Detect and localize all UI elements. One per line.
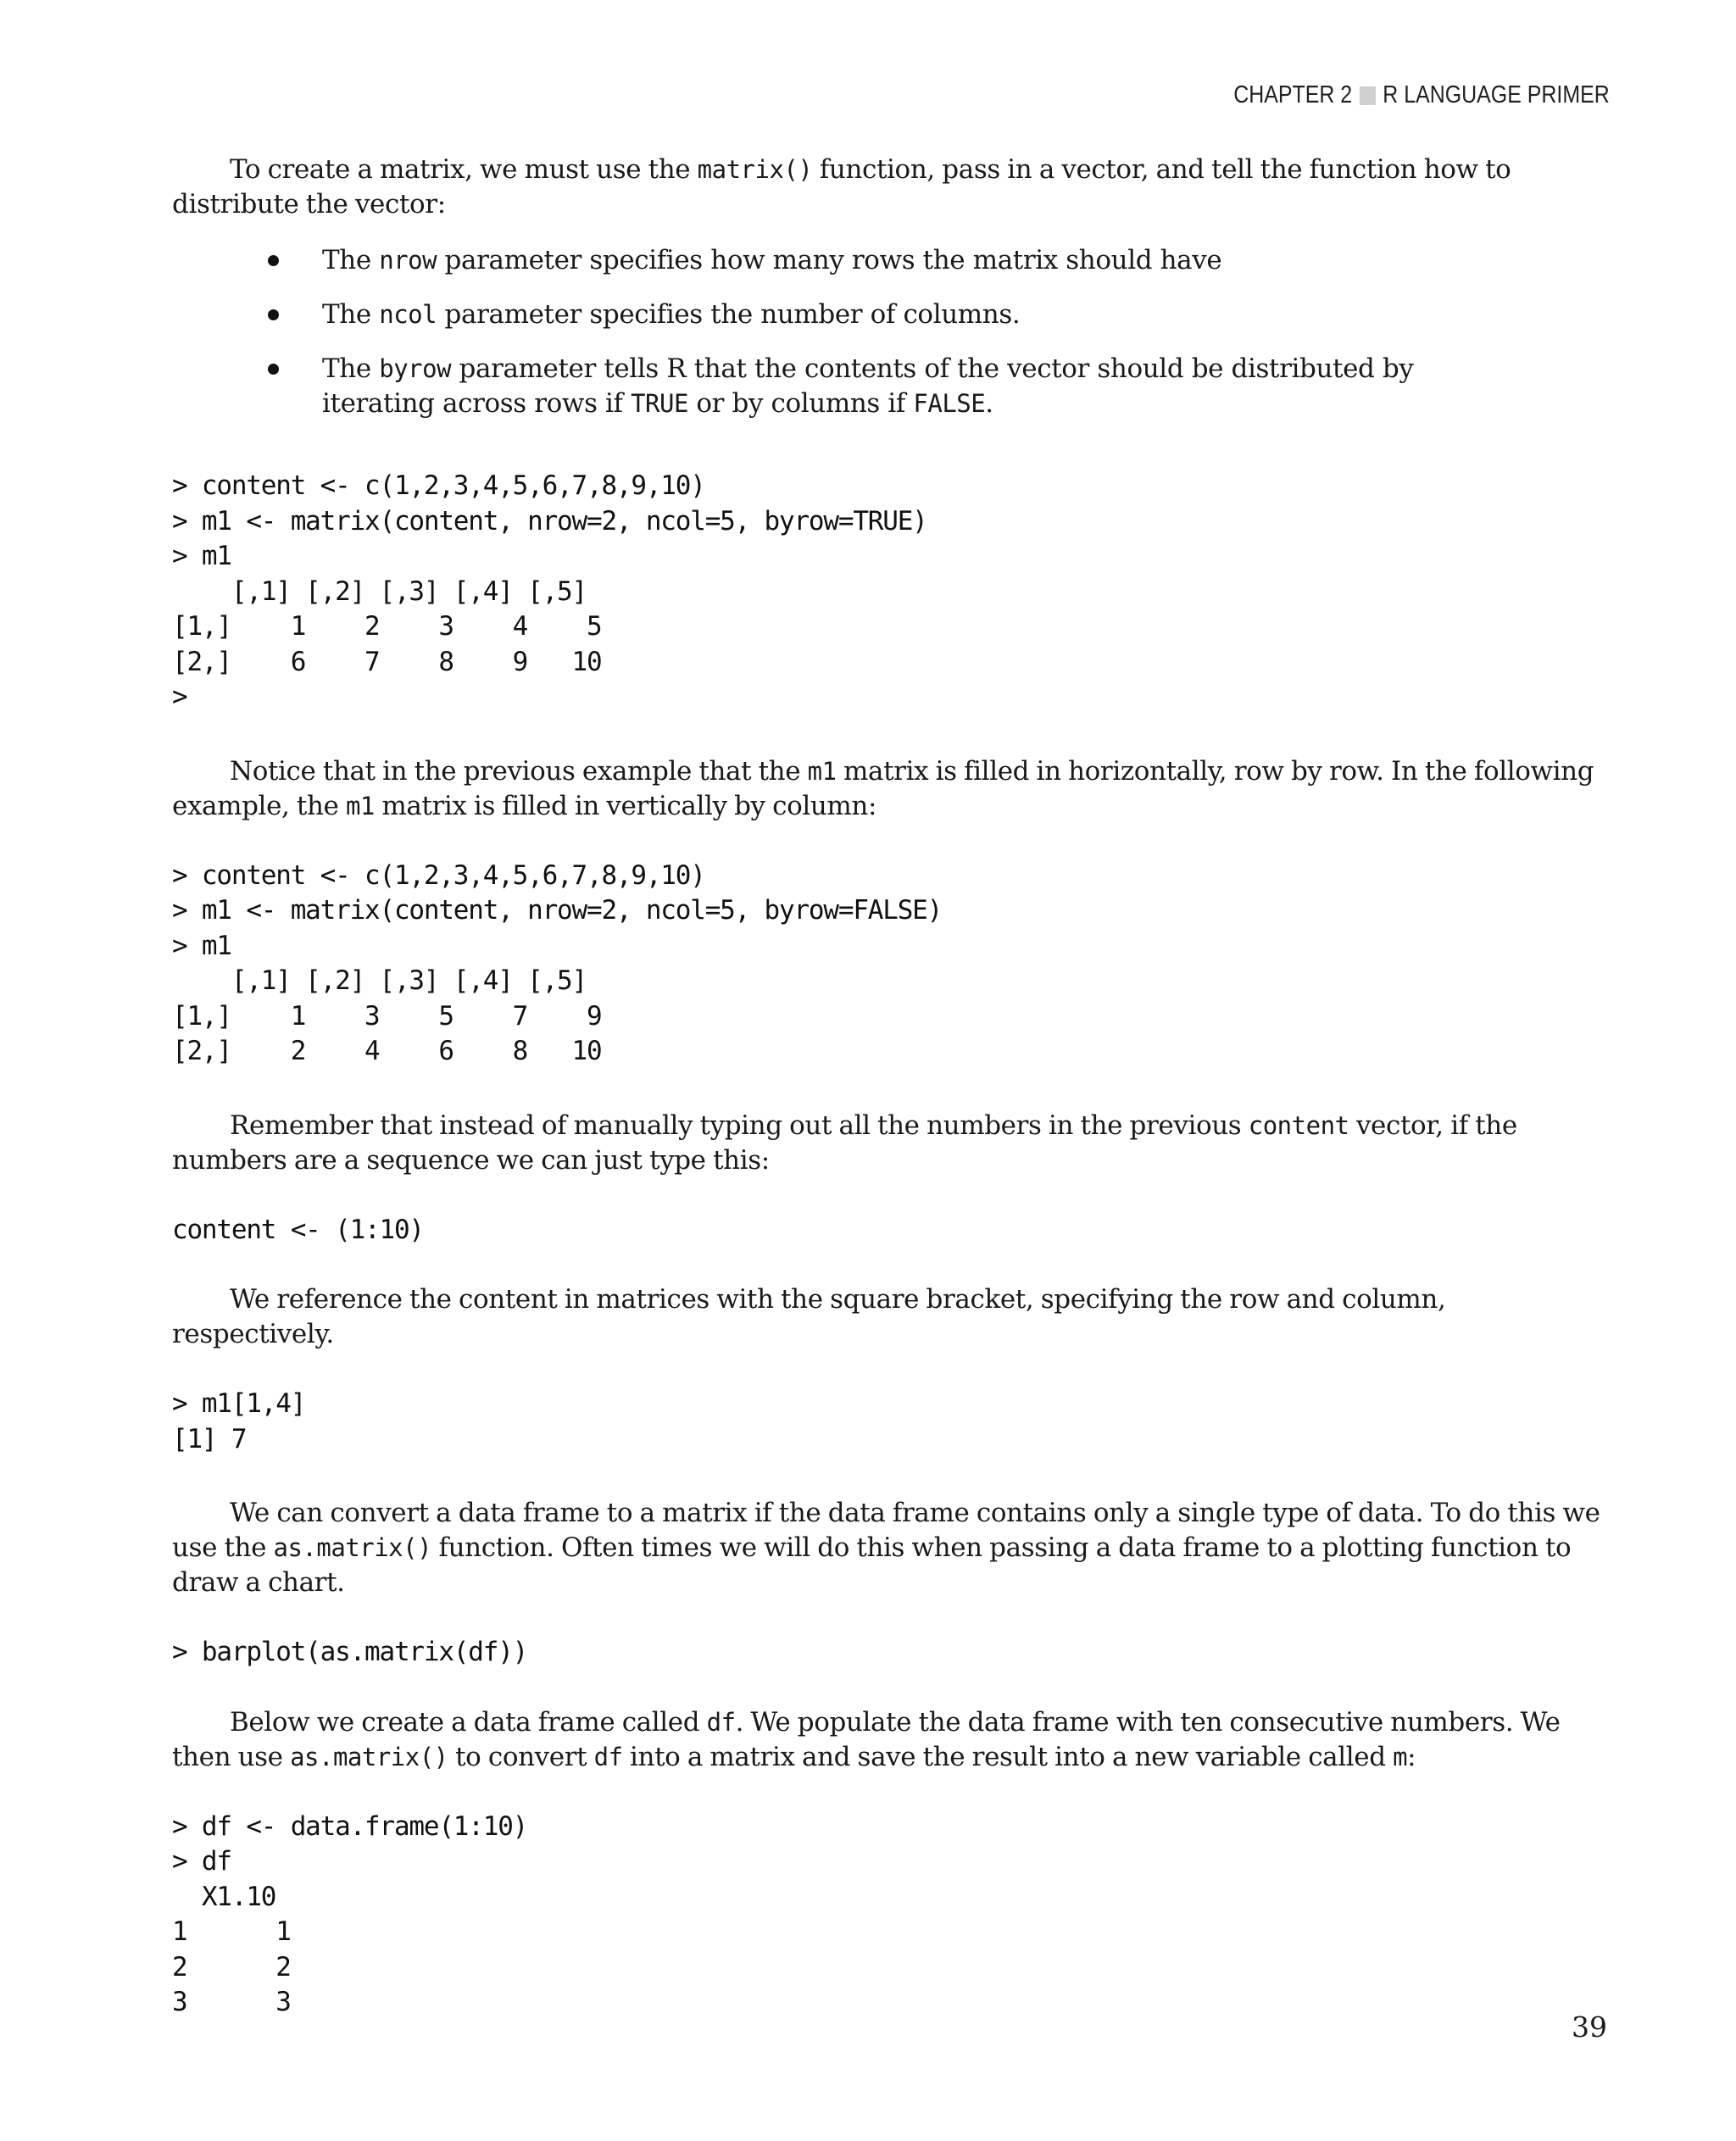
bullet-icon xyxy=(268,255,279,266)
code-block-byrow-true: > content <- c(1,2,3,4,5,6,7,8,9,10) > m1 <- matrix(content, nrow=2, ncol=5, byrow=TRUE) > m1 [,1] [,2] [,3] [,4] [,5] [1,] 1 2 3 4 5 [2,] 6 7 8 9 10 > xyxy=(172,470,927,712)
paragraph-as-matrix: We can convert a data frame to a matrix if the data frame contains only a single type of data. To do this we use the as.matrix() function. Often times we will do this when passing a data frame to a plotting function to draw a chart. xyxy=(172,1498,1600,1598)
code-block-sequence: content <- (1:10) xyxy=(172,1214,424,1245)
inline-code: df xyxy=(593,1742,623,1771)
paragraph-indexing: We reference the content in matrices with the square bracket, specifying the row and column, respectively. xyxy=(172,1284,1446,1349)
inline-code: content xyxy=(1248,1110,1349,1140)
chapter-title: R LANGUAGE PRIMER xyxy=(1383,81,1610,108)
paragraph-row-fill-note: Notice that in the previous example that the m1 matrix is filled in horizontally, row by row. In the following example, the m1 matrix is filled in vertically by column: xyxy=(172,755,1594,821)
inline-code: matrix() xyxy=(697,155,813,184)
code-block-indexing: > m1[1,4] [1] 7 xyxy=(172,1388,306,1454)
page-number: 39 xyxy=(1572,2010,1607,2044)
code-block-data-frame: > df <- data.frame(1:10) > df X1.10 1 1 2 2 3 3 xyxy=(172,1810,528,2017)
paragraph-data-frame: Below we create a data frame called df. We populate the data frame with ten consecutive numbers. We then use as.matrix() to convert df into a matrix and save the result into a new variable called m: xyxy=(172,1706,1561,1772)
page-body xyxy=(172,153,1613,2021)
running-header xyxy=(1233,81,1610,109)
inline-code: ncol xyxy=(379,300,437,329)
list-item: The byrow parameter tells R that the contents of the vector should be distributed by iterating across rows if TRUE or by columns if FALSE. xyxy=(172,352,1613,421)
inline-code: nrow xyxy=(379,246,437,275)
code-block-byrow-false: > content <- c(1,2,3,4,5,6,7,8,9,10) > m1 <- matrix(content, nrow=2, ncol=5, byrow=FALSE) > m1 [,1] [,2] [,3] [,4] [,5] [1,] 1 3 5 7 9 [2,] 2 4 6 8 10 xyxy=(172,859,943,1066)
list-item: The ncol parameter specifies the number of columns. xyxy=(172,298,1613,332)
chapter-label: CHAPTER 2 xyxy=(1233,81,1353,108)
inline-code: FALSE xyxy=(913,389,986,418)
inline-code: as.matrix() xyxy=(290,1742,448,1771)
parameter-list xyxy=(172,243,1613,421)
inline-code: TRUE xyxy=(631,389,688,418)
inline-code: byrow xyxy=(379,354,452,383)
inline-code: m1 xyxy=(807,756,837,786)
bullet-icon xyxy=(268,309,279,320)
header-separator-square xyxy=(1360,86,1376,105)
list-item: The nrow parameter specifies how many rows the matrix should have xyxy=(172,243,1613,278)
inline-code: df xyxy=(706,1707,736,1737)
inline-code: as.matrix() xyxy=(273,1533,432,1562)
code-block-barplot: > barplot(as.matrix(df)) xyxy=(172,1637,528,1667)
inline-code: m1 xyxy=(345,791,375,820)
paragraph-matrix-intro: To create a matrix, we must use the matrix() function, pass in a vector, and tell the function how to distribute the vector: xyxy=(172,154,1511,220)
paragraph-sequence-note: Remember that instead of manually typing out all the numbers in the previous content vector, if the numbers are a sequence we can just type this: xyxy=(172,1109,1517,1176)
bullet-icon xyxy=(268,364,279,375)
inline-code: m xyxy=(1393,1742,1408,1771)
